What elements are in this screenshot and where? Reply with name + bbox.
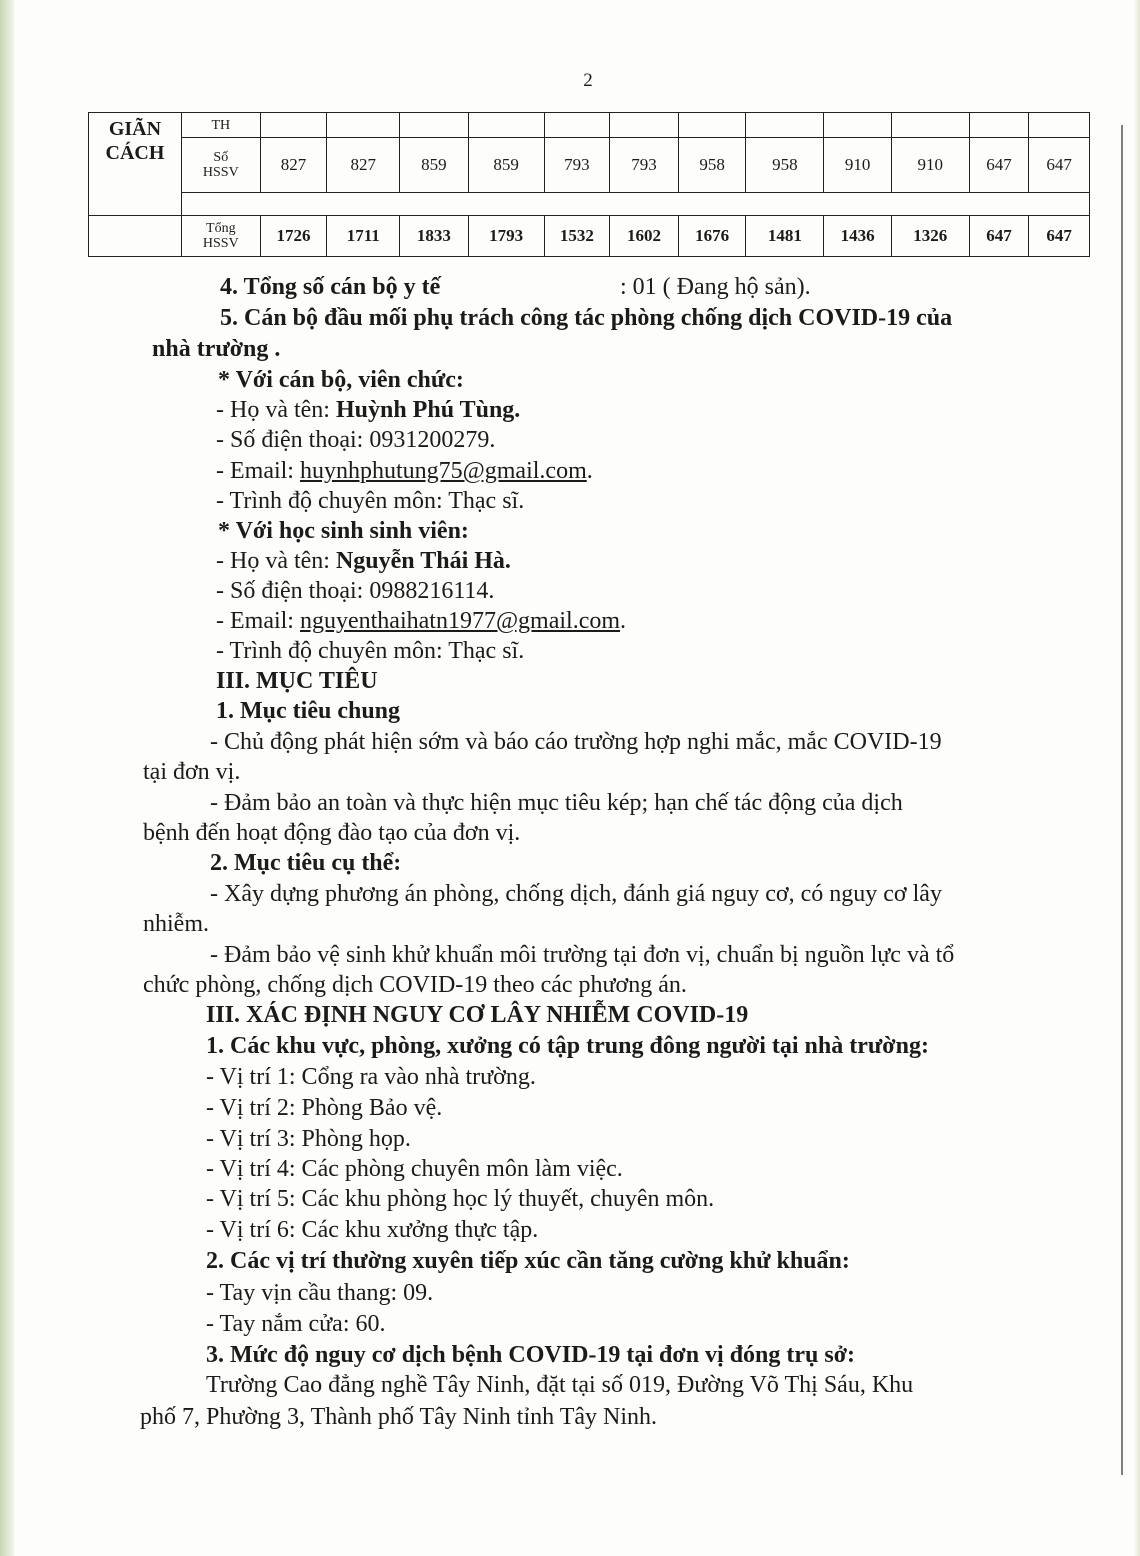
goal-1-paragraph-2: - Đảm bảo an toàn và thực hiện mục tiêu kép; hạn chế tác động của dịch [210, 790, 903, 816]
table-cell: 1436 [824, 216, 892, 257]
staff-heading: * Với cán bộ, viên chức: [218, 367, 464, 393]
table-cell [746, 113, 824, 138]
risk-2-title: 2. Các vị trí thường xuyên tiếp xúc cần tăng cường khử khuẩn: [206, 1248, 850, 1274]
goal-2-paragraph-1-cont: nhiễm. [143, 911, 209, 937]
table-row [89, 216, 1090, 257]
table-cell: 1676 [678, 216, 746, 257]
student-heading: * Với học sinh sinh viên: [218, 518, 469, 544]
location-3: - Vị trí 3: Phòng họp. [206, 1126, 411, 1152]
table-cell: 647 [969, 138, 1029, 193]
table-cell [969, 113, 1029, 138]
table-cell [260, 113, 327, 138]
section-3b-title: III. XÁC ĐỊNH NGUY CƠ LÂY NHIỄM COVID-19 [206, 1002, 749, 1028]
goal-2-title: 2. Mục tiêu cụ thể: [210, 850, 402, 876]
staff-email-link[interactable]: huynhphutung75@gmail.com [299, 458, 587, 484]
table-row [89, 138, 1090, 193]
goal-1-title: 1. Mục tiêu chung [216, 698, 401, 724]
table-cell: 958 [746, 138, 824, 193]
location-1: - Vị trí 1: Cổng ra vào nhà trường. [206, 1064, 536, 1090]
table-cell: 910 [891, 138, 969, 193]
table-cell [678, 113, 746, 138]
section-3-title: III. MỤC TIÊU [216, 668, 378, 694]
table-cell: 1532 [544, 216, 610, 257]
table-cell: 793 [610, 138, 679, 193]
table-cell: 647 [1029, 216, 1090, 257]
contact-point-1: - Tay vịn cầu thang: 09. [206, 1280, 434, 1306]
goal-2-paragraph-2-cont: chức phòng, chống dịch COVID-19 theo các phương án. [143, 972, 687, 998]
table-cell: 910 [824, 138, 892, 193]
table-cell: 1481 [746, 216, 824, 257]
table-cell [89, 216, 182, 257]
staff-name: Huỳnh Phú Tùng. [335, 397, 521, 423]
table-cell: 1833 [400, 216, 469, 257]
table-cell: 647 [969, 216, 1029, 257]
table-cell [400, 113, 469, 138]
table-cell: 827 [327, 138, 400, 193]
goal-2-paragraph-2: - Đảm bảo vệ sinh khử khuẩn môi trường tại đơn vị, chuẩn bị nguồn lực và tổ [210, 942, 955, 968]
table-spacer-cell [181, 193, 1089, 216]
row-label-tong-hssv: Tổng HSSV [181, 216, 260, 257]
table-cell [1029, 113, 1090, 138]
risk-3-paragraph-cont: phố 7, Phường 3, Thành phố Tây Ninh tỉnh Tây Ninh. [140, 1404, 658, 1430]
location-6: - Vị trí 6: Các khu xưởng thực tập. [206, 1217, 539, 1243]
staff-email-line: - Email: huynhphutung75@gmail.com. [216, 458, 593, 484]
table-cell [327, 113, 400, 138]
student-count-table [88, 112, 1090, 257]
risk-3-title: 3. Mức độ nguy cơ dịch bệnh COVID-19 tại đơn vị đóng trụ sở: [206, 1342, 856, 1368]
section-5-heading: 5. Cán bộ đầu mối phụ trách công tác phòng chống dịch COVID-19 của [220, 305, 953, 331]
page-number: 2 [583, 70, 593, 91]
table-cell: 1326 [891, 216, 969, 257]
staff-phone: - Số điện thoại: 0931200279. [216, 427, 496, 453]
goal-2-paragraph-1: - Xây dựng phương án phòng, chống dịch, đánh giá nguy cơ, có nguy cơ lây [210, 881, 942, 907]
table-row [89, 113, 1090, 138]
section-5-heading-cont: nhà trường . [152, 336, 281, 362]
table-cell: 793 [544, 138, 610, 193]
staff-degree: - Trình độ chuyên môn: Thạc sĩ. [216, 488, 525, 514]
student-phone: - Số điện thoại: 0988216114. [216, 578, 495, 604]
table-cell [468, 113, 544, 138]
table-cell: 859 [400, 138, 469, 193]
student-name-line: - Họ và tên: Nguyễn Thái Hà. [216, 548, 511, 574]
student-email-link[interactable]: nguyenthaihatn1977@gmail.com [299, 608, 621, 634]
section-4-value: : 01 ( Đang hộ sản). [620, 274, 811, 300]
table-cell: 1602 [610, 216, 679, 257]
table-cell: 647 [1029, 138, 1090, 193]
goal-1-paragraph-1: - Chủ động phát hiện sớm và báo cáo trường hợp nghi mắc, mắc COVID-19 [210, 729, 942, 755]
table-cell [544, 113, 610, 138]
staff-name-line: - Họ và tên: Huỳnh Phú Tùng. [216, 397, 521, 423]
location-5: - Vị trí 5: Các khu phòng học lý thuyết, chuyên môn. [206, 1186, 715, 1212]
row-label-so-hssv: Số HSSV [181, 138, 260, 193]
risk-3-paragraph: Trường Cao đẳng nghề Tây Ninh, đặt tại số 019, Đường Võ Thị Sáu, Khu [206, 1372, 914, 1398]
risk-1-title: 1. Các khu vực, phòng, xưởng có tập trung đông người tại nhà trường: [206, 1033, 929, 1059]
location-2: - Vị trí 2: Phòng Bảo vệ. [206, 1095, 443, 1121]
group-label: GIÃN CÁCH [89, 113, 182, 216]
scan-right-rule [1121, 125, 1123, 1475]
location-4: - Vị trí 4: Các phòng chuyên môn làm việc. [206, 1156, 623, 1182]
section-4-label: 4. Tổng số cán bộ y tế [220, 274, 441, 300]
table-cell: 1726 [260, 216, 327, 257]
student-degree: - Trình độ chuyên môn: Thạc sĩ. [216, 638, 525, 664]
goal-1-paragraph-1-cont: tại đơn vị. [143, 759, 241, 785]
goal-1-paragraph-2-cont: bệnh đến hoạt động đào tạo của đơn vị. [143, 820, 521, 846]
table-cell: 958 [678, 138, 746, 193]
table-row [89, 193, 1090, 216]
table-cell [824, 113, 892, 138]
student-name: Nguyễn Thái Hà. [335, 548, 511, 574]
scan-right-edge [1134, 0, 1140, 1556]
table-cell: 827 [260, 138, 327, 193]
contact-point-2: - Tay nắm cửa: 60. [206, 1311, 386, 1337]
table-cell: 1793 [468, 216, 544, 257]
scan-left-edge [0, 0, 14, 1556]
table-cell [891, 113, 969, 138]
table-cell [610, 113, 679, 138]
student-email-line: - Email: nguyenthaihatn1977@gmail.com. [216, 608, 627, 634]
table-cell: 1711 [327, 216, 400, 257]
row-label-th: TH [181, 113, 260, 138]
table-cell: 859 [468, 138, 544, 193]
